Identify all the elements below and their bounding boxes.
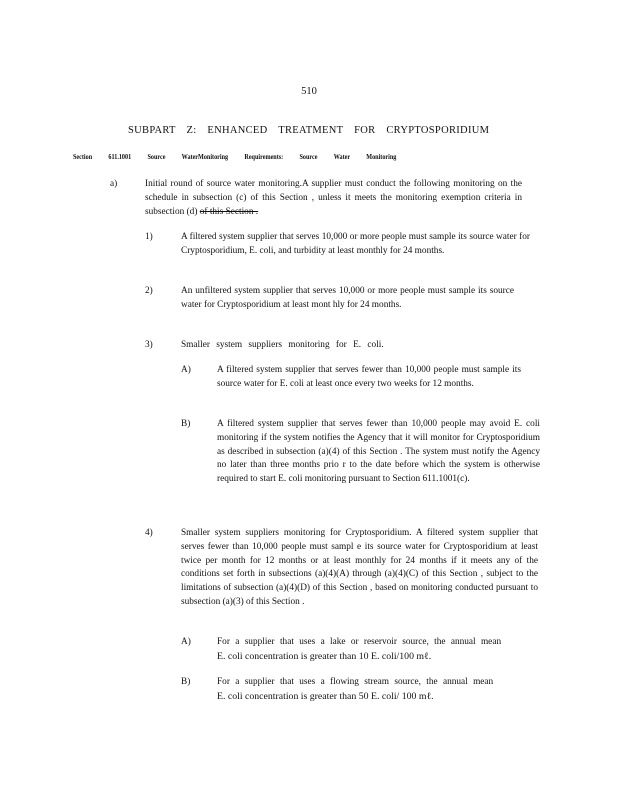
paragraph-a4b-line2: E. coli concentration is greater than 50 E. coli/ 100 mℓ. [217,690,434,702]
item-label-4a: A) [181,637,191,647]
paragraph-a3b: A filtered system supplier that serves fewer than 10,000 people may avoid E. coli monitoring if the system notifies the Agency that it will monitor for Cryptosporidium as described in subsection (a)(4) of this Section . The system must notify the Agency no later than three months prio r to the date before which the system is otherwise required to start E. coli monitoring pursuant to Section 611.1001(c). [217,419,540,485]
paragraph-a4b [217,676,537,704]
item-label-3b: B) [181,419,191,429]
paragraph-a4a-line2: E. coli concentration is greater than 10 E. coli/100 mℓ. [217,650,432,662]
item-label-a: a) [110,179,118,189]
subpart-title: SUBPART Z: ENHANCED TREATMENT FOR CRYPTOSPORIDIUM [128,125,490,136]
item-label-3a: A) [181,365,191,375]
paragraph-a [145,178,522,219]
paragraph-a2: An unfiltered system supplier that serves 10,000 or more people must sample its source water for Cryptosporidium at least mont hly for 24 months. [181,286,514,310]
section-heading: Section 611.1001 Source WaterMonitoring Requirements: Source Water Monitoring [73,152,397,161]
item-label-1: 1) [145,232,153,242]
struck-text: of this Section . [199,206,259,217]
item-label-4b: B) [181,677,191,687]
paragraph-a4b-line1: For a supplier that uses a flowing stream source, the annual mean [217,677,494,687]
item-label-4: 4) [145,528,153,538]
item-label-2: 2) [145,286,153,296]
paragraph-a3a: A filtered system supplier that serves fewer than 10,000 people must sample its source water for E. coli at least once every two weeks for 12 months. [217,365,521,389]
paragraph-a4a-line1: For a supplier that uses a lake or reservoir source, the annual mean [217,637,502,647]
page-number: 510 [301,86,317,97]
item-label-3: 3) [145,340,153,350]
paragraph-a1: A filtered system supplier that serves 10,000 or more people must sample its source water for Cryptosporidium, E. coli, and turbidity at least monthly for 24 months. [181,232,530,256]
paragraph-a3: Smaller system suppliers monitoring for E. coli. [181,340,384,350]
paragraph-a4: Smaller system suppliers monitoring for Cryptosporidium. A filtered system supplier that serves fewer than 10,000 people must sampl e its source water for Cryptosporidium at least twice per month for 12 months or at least monthly for 24 months if it meets any of the conditions set forth in subsections (a)(4)(A) through (a)(4)(C) of this Section , subject to the limitations of subsection (a)(4)(D) of this Section , based on monitoring conducted pursuant to subsection (a)(3) of this Section . [181,528,538,607]
paragraph-a4a [217,636,537,664]
paragraph-a-text: Initial round of source water monitoring.A supplier must conduct the following monitoring on the schedule in subsection (c) of this Section , unless it meets the monitoring exemption criteria in subsection (d) [145,179,522,217]
